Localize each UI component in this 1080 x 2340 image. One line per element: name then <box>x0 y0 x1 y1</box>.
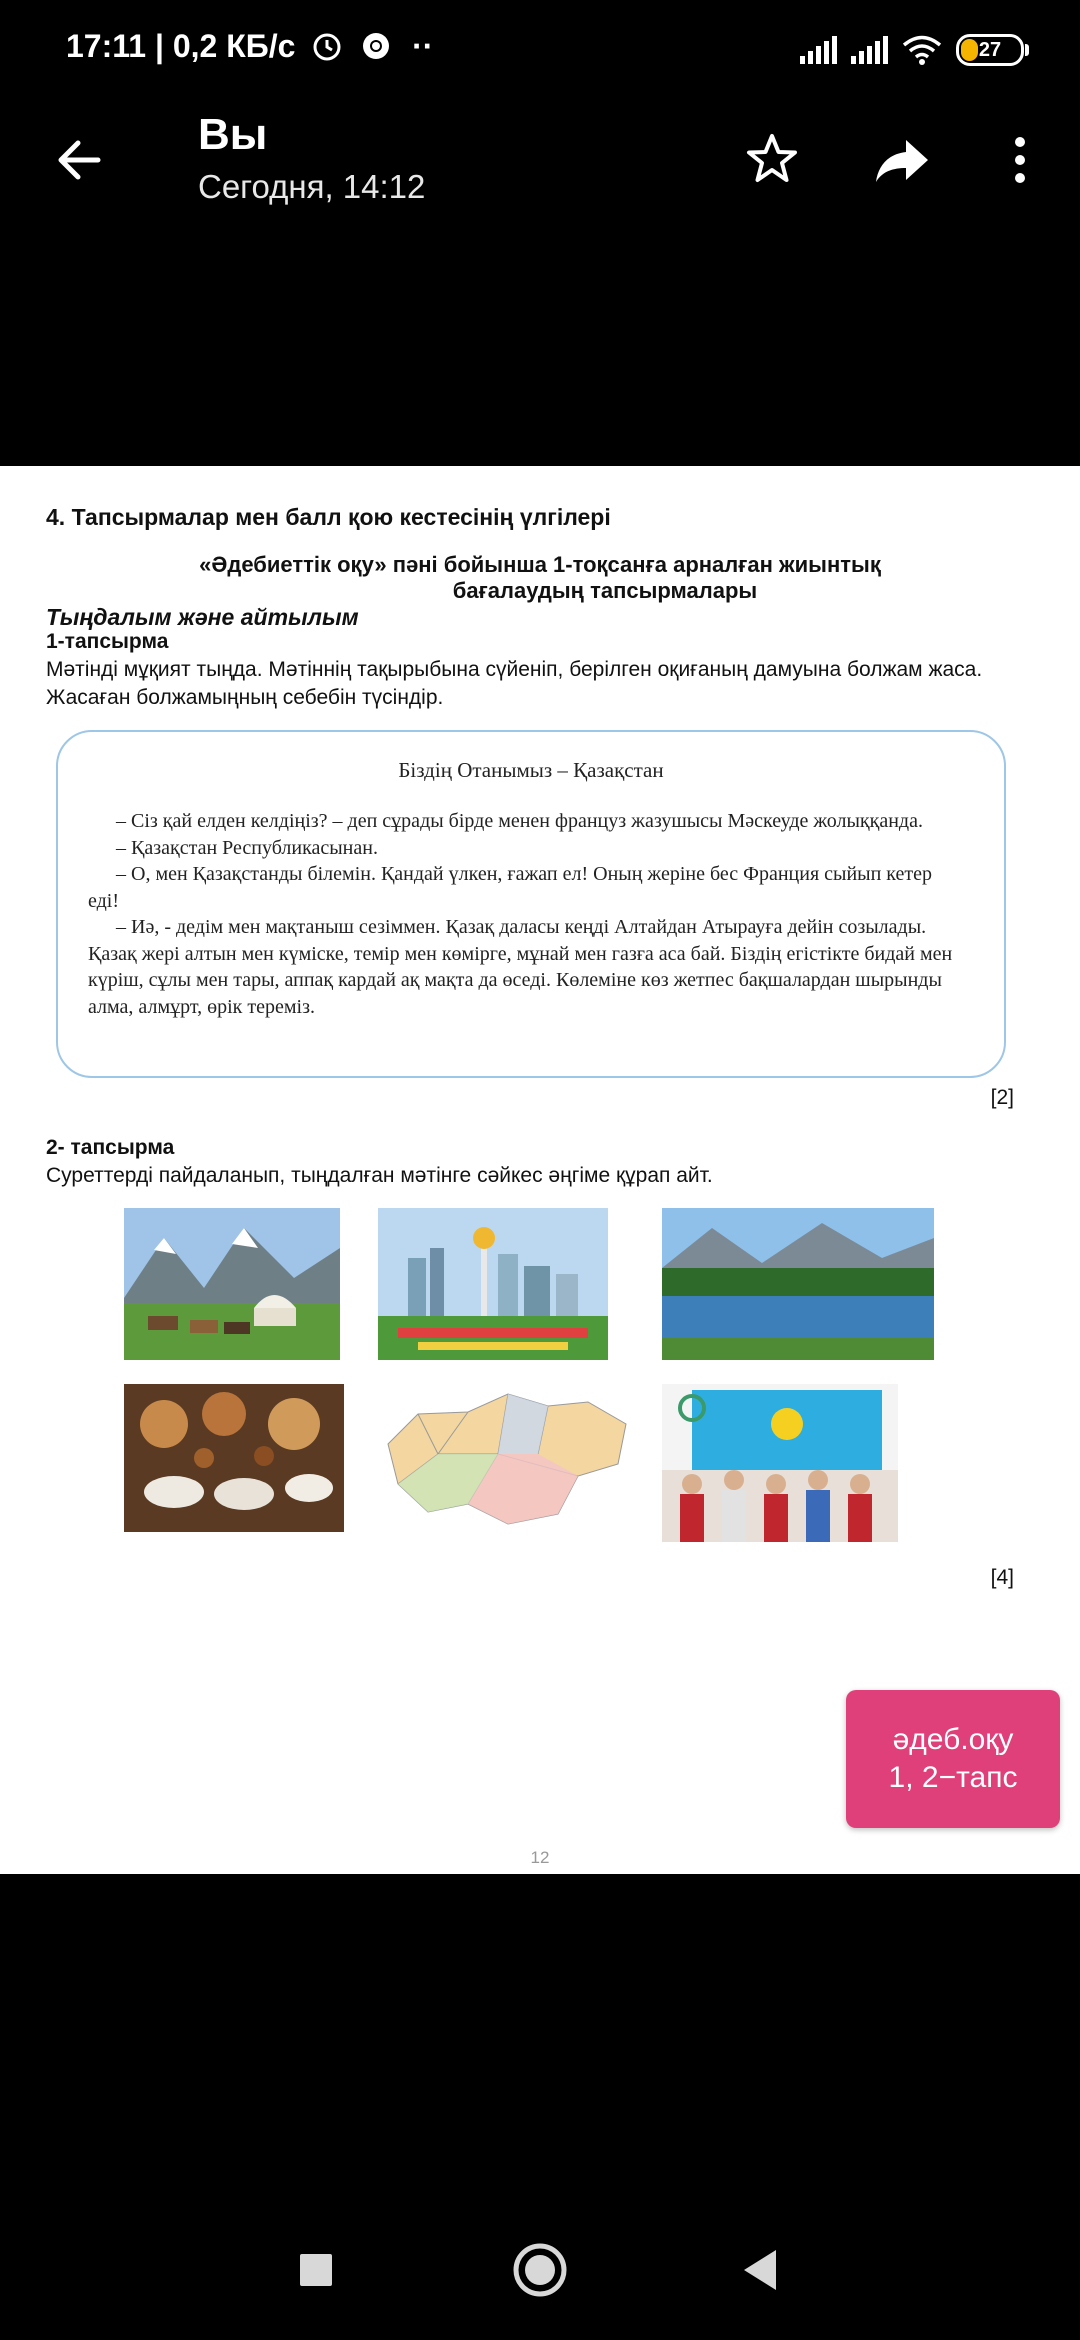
signal-icon-2 <box>851 36 888 64</box>
app-bar <box>0 100 1080 230</box>
forward-icon[interactable] <box>870 128 934 192</box>
status-left <box>66 28 433 65</box>
status-time: 17:11 | 0,2 КБ/с <box>66 28 296 64</box>
more-vert-icon[interactable] <box>988 128 1052 192</box>
sent-date: Сегодня, 14:12 <box>198 168 426 205</box>
picture-yurt-horses <box>124 1208 340 1360</box>
story-paragraph: – Қазақстан Республикасынан. <box>116 836 378 859</box>
story-paragraph: – Иә, - дедім мен мақтаныш сезіммен. Қазақ даласы кеңді Алтайдан Атырауға дейін созылады. Қазақ жері алтын мен күміске, темір мен көмірге, мұнай мен газға аса бай. Біздің егістікте бидай мен күріш, сұлы мен тары, аппақ кардай ақ мақта да өседі. Көлеміне көз жетпес бақшалардан шырынды алма, алмұрт, өрік тереміз. <box>88 916 953 1018</box>
sticker-line1: әдеб.оқу <box>892 1723 1014 1756</box>
battery-level: 27 <box>978 39 1002 61</box>
task1-text: Мәтінді мұқият тыңда. Мәтіннің тақырыбына сүйеніп, берілген оқиғаның дамуына болжам жаса. Жасаған болжамыңның себебін түсіндір. <box>46 658 983 709</box>
doc-caption-line1: «Әдебиеттік оқу» пәні бойынша 1-тоқсанға арналған жиынтық <box>199 552 881 577</box>
section-title: Тыңдалым және айтылым <box>46 604 359 630</box>
picture-lake <box>662 1208 934 1360</box>
back-arrow-icon[interactable] <box>50 130 110 190</box>
story-paragraph: – Сіз қай елден келдіңіз? – деп сұрады бірде менен француз жазушысы Мәскеуде жолыққанда. <box>116 810 923 832</box>
wifi-icon <box>902 34 942 66</box>
document-image[interactable] <box>0 466 1080 1874</box>
star-icon[interactable] <box>740 128 804 192</box>
score-task1: [2] <box>990 1086 1014 1109</box>
picture-food <box>124 1384 344 1532</box>
signal-icon-1 <box>800 36 837 64</box>
picture-people-flag <box>662 1384 898 1542</box>
score-task2: [4] <box>990 1566 1014 1589</box>
story-body <box>88 808 964 1020</box>
more-notifications-icon: ·· <box>412 28 434 64</box>
page-number: 12 <box>530 1848 550 1867</box>
task1-label: 1-тапсырма <box>46 630 169 653</box>
task2-label: 2- тапсырма <box>46 1136 175 1159</box>
status-right <box>800 30 1024 70</box>
story-paragraph: – О, мен Қазақстанды білемін. Қандай үлкен, ғажап ел! Оның жеріне бес Франция сыйып кетер еді! <box>88 863 933 912</box>
doc-caption-line2: бағалаудың тапсырмалары <box>452 578 758 603</box>
recents-icon[interactable] <box>276 2230 356 2310</box>
doc-heading: 4. Тапсырмалар мен балл қою кестесінің үлгілері <box>46 504 611 530</box>
task2-text: Суреттерді пайдаланып, тыңдалған мәтінге сәйкес әңгіме құрап айт. <box>46 1164 713 1187</box>
sticker-note <box>846 1690 1060 1828</box>
chrome-icon <box>359 29 393 63</box>
alarm-icon <box>310 29 344 63</box>
picture-map-kazakhstan <box>378 1384 636 1532</box>
home-icon[interactable] <box>500 2230 580 2310</box>
navigation-bar <box>0 2200 1080 2340</box>
story-box <box>56 730 1006 1078</box>
back-triangle-icon[interactable] <box>720 2230 800 2310</box>
battery-icon <box>956 34 1024 66</box>
sender-title: Вы <box>198 110 268 159</box>
picture-city-tower <box>378 1208 608 1360</box>
sticker-line2: 1, 2−тапс <box>888 1761 1018 1794</box>
story-title: Біздің Отанымыз – Қазақстан <box>398 758 664 782</box>
status-bar <box>0 0 1080 100</box>
